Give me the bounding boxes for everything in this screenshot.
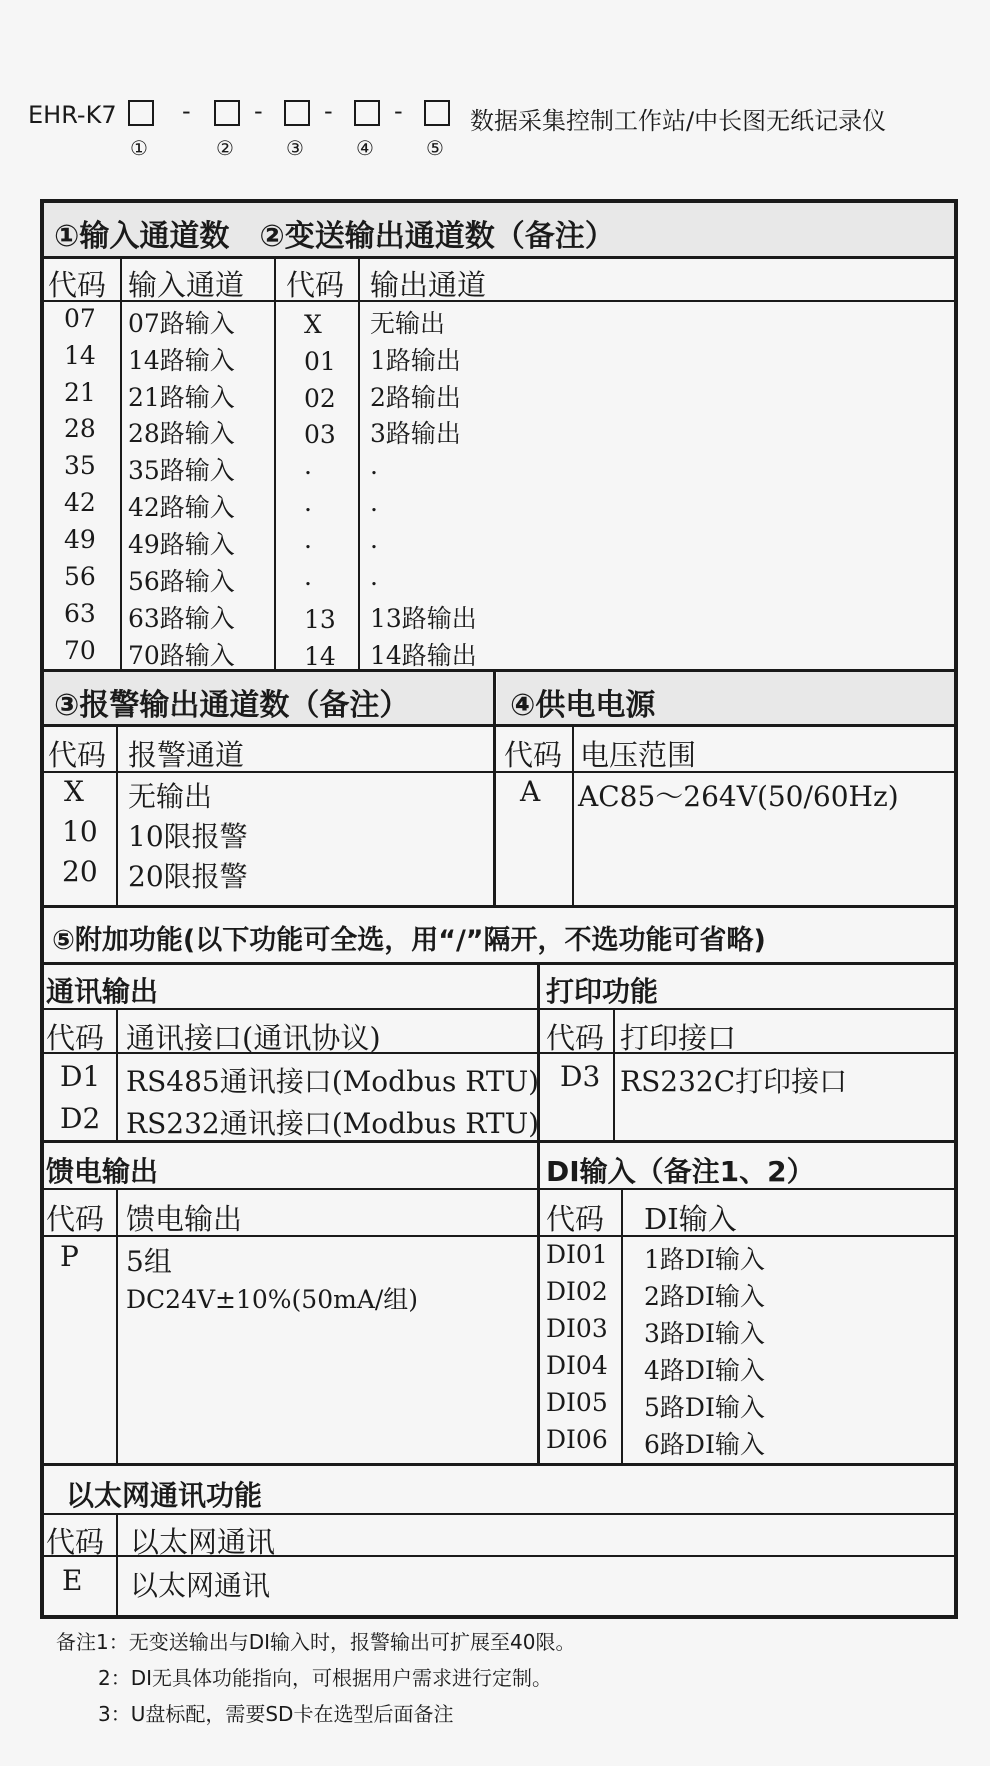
output-code: .	[304, 451, 312, 480]
rule	[274, 258, 276, 669]
rule	[40, 724, 958, 727]
table-border	[40, 1615, 958, 1619]
output-label: 14路输出	[370, 641, 477, 670]
product-title: 数据采集控制工作站/中长图无纸记录仪	[470, 107, 887, 135]
col-header-code: 代码	[48, 738, 107, 772]
rule	[572, 726, 574, 906]
power-code: A	[520, 775, 541, 808]
col-header-code: 代码	[46, 1525, 105, 1559]
col-header-code: 代码	[546, 1202, 605, 1236]
marker-4: ④	[356, 136, 374, 160]
di-code: DI06	[546, 1425, 608, 1454]
ethernet-label: 以太网通讯	[130, 1569, 271, 1602]
di-code: DI02	[546, 1277, 608, 1306]
alarm-label: 无输出	[128, 780, 213, 813]
rule	[116, 1189, 118, 1464]
rule	[40, 1463, 958, 1466]
col-header-code: 代码	[546, 1021, 605, 1055]
col-header-alarm: 报警通道	[128, 738, 245, 772]
output-code: 03	[304, 420, 336, 449]
di-label: 2路DI输入	[644, 1282, 765, 1311]
output-code: .	[304, 525, 312, 554]
section-title-alarm: ③报警输出通道数（备注）	[54, 688, 410, 723]
section-title-input-output: ①输入通道数 ②变送输出通道数（备注）	[54, 219, 615, 254]
output-code: 14	[304, 642, 336, 671]
input-code: 35	[64, 451, 96, 480]
output-label: 13路输出	[370, 604, 477, 633]
ethernet-code: E	[62, 1564, 83, 1597]
output-code: .	[304, 488, 312, 517]
note-3: 3：U盘标配，需要SD卡在选型后面备注	[98, 1702, 454, 1726]
input-code: 21	[64, 378, 96, 407]
col-header-code: 代码	[46, 1202, 105, 1236]
alarm-label: 20限报警	[128, 860, 248, 893]
alarm-code: X	[64, 775, 84, 808]
ethernet-title: 以太网通讯功能	[66, 1479, 263, 1512]
di-code: DI04	[546, 1351, 608, 1380]
comm-label: RS485通讯接口(Modbus RTU)	[126, 1065, 540, 1098]
col-header-output: 输出通道	[370, 268, 487, 302]
rule	[116, 1009, 118, 1142]
output-label: .	[370, 451, 378, 480]
option-box-5	[424, 100, 450, 126]
output-label: 1路输出	[370, 346, 461, 375]
input-code: 28	[64, 414, 96, 443]
col-header-input: 输入通道	[128, 268, 245, 302]
output-label: .	[370, 562, 378, 591]
input-code: 56	[64, 562, 96, 591]
rule	[40, 962, 958, 965]
print-title: 打印功能	[546, 975, 659, 1008]
alarm-code: 10	[62, 815, 98, 848]
marker-2: ②	[216, 136, 234, 160]
note-1: 备注1：无变送输出与DI输入时，报警输出可扩展至40限。	[56, 1630, 576, 1654]
output-code: 01	[304, 347, 336, 376]
table-border	[954, 199, 958, 1619]
section-title-extra: ⑤附加功能(以下功能可全选，用“/”隔开，不选功能可省略)	[52, 925, 766, 956]
rule	[621, 1189, 623, 1464]
di-title: DI输入（备注1、2）	[546, 1155, 815, 1188]
di-code: DI01	[546, 1240, 608, 1269]
col-header-voltage: 电压范围	[580, 738, 697, 772]
col-header-code: 代码	[504, 738, 563, 772]
rule	[40, 1008, 958, 1010]
input-label: 49路输入	[128, 530, 235, 559]
output-label: .	[370, 525, 378, 554]
output-label: 无输出	[370, 309, 446, 338]
separator: -	[394, 97, 403, 125]
col-header-code: 代码	[48, 268, 107, 302]
output-label: 2路输出	[370, 383, 461, 412]
di-label: 6路DI输入	[644, 1430, 765, 1459]
marker-3: ③	[286, 136, 304, 160]
col-header-di: DI输入	[644, 1202, 737, 1236]
marker-1: ①	[130, 136, 148, 160]
output-code: .	[304, 562, 312, 591]
col-header-code: 代码	[46, 1021, 105, 1055]
feed-line1: 5组	[126, 1245, 172, 1278]
section-title-power: ④供电电源	[510, 688, 656, 723]
di-label: 1路DI输入	[644, 1245, 765, 1274]
input-label: 42路输入	[128, 493, 235, 522]
output-code: 02	[304, 384, 336, 413]
di-code: DI05	[546, 1388, 608, 1417]
input-label: 63路输入	[128, 604, 235, 633]
output-code: 13	[304, 605, 336, 634]
input-label: 28路输入	[128, 419, 235, 448]
alarm-code: 20	[62, 855, 98, 888]
rule	[537, 964, 540, 1464]
table-border	[40, 199, 958, 203]
input-code: 07	[64, 304, 96, 333]
feed-line2: DC24V±10%(50mA/组)	[126, 1285, 419, 1314]
output-label: 3路输出	[370, 419, 461, 448]
model-prefix: EHR-K7	[28, 101, 117, 129]
comm-label: RS232通讯接口(Modbus RTU)	[126, 1107, 540, 1140]
output-label: .	[370, 488, 378, 517]
col-header-feed: 馈电输出	[126, 1202, 243, 1236]
rule	[40, 256, 958, 259]
note-2: 2：DI无具体功能指向，可根据用户需求进行定制。	[98, 1666, 553, 1690]
print-label: RS232C打印接口	[620, 1065, 848, 1098]
rule	[358, 258, 360, 669]
di-label: 3路DI输入	[644, 1319, 765, 1348]
separator: -	[254, 97, 263, 125]
input-code: 14	[64, 341, 96, 370]
rule	[120, 258, 122, 669]
rule	[40, 905, 958, 908]
power-value: AC85～264V(50/60Hz)	[578, 780, 899, 813]
rule	[493, 670, 496, 906]
input-label: 56路输入	[128, 567, 235, 596]
option-box-2	[214, 100, 240, 126]
rule	[40, 1188, 958, 1190]
rule	[116, 726, 118, 906]
feed-code: P	[60, 1240, 79, 1273]
print-code: D3	[560, 1060, 601, 1093]
comm-title: 通讯输出	[46, 975, 159, 1008]
separator: -	[324, 97, 333, 125]
option-box-1	[128, 100, 154, 126]
input-code: 63	[64, 599, 96, 628]
input-label: 14路输入	[128, 346, 235, 375]
col-header-ethernet: 以太网通讯	[130, 1525, 276, 1559]
input-code: 42	[64, 488, 96, 517]
input-label: 07路输入	[128, 309, 235, 338]
input-code: 49	[64, 525, 96, 554]
col-header-print: 打印接口	[620, 1021, 737, 1055]
input-code: 70	[64, 636, 96, 665]
di-code: DI03	[546, 1314, 608, 1343]
alarm-label: 10限报警	[128, 820, 248, 853]
marker-5: ⑤	[426, 136, 444, 160]
option-box-4	[354, 100, 380, 126]
comm-code: D1	[60, 1060, 101, 1093]
di-label: 4路DI输入	[644, 1356, 765, 1385]
rule	[116, 1514, 118, 1617]
separator: -	[182, 97, 191, 125]
option-box-3	[284, 100, 310, 126]
output-code: X	[304, 310, 322, 339]
input-label: 70路输入	[128, 641, 235, 670]
di-label: 5路DI输入	[644, 1393, 765, 1422]
table-border	[40, 199, 44, 1619]
feed-title: 馈电输出	[46, 1155, 159, 1188]
col-header-comm: 通讯接口(通讯协议)	[126, 1021, 381, 1055]
rule	[613, 1009, 615, 1142]
comm-code: D2	[60, 1102, 101, 1135]
input-label: 21路输入	[128, 383, 235, 412]
col-header-code: 代码	[286, 268, 345, 302]
input-label: 35路输入	[128, 456, 235, 485]
